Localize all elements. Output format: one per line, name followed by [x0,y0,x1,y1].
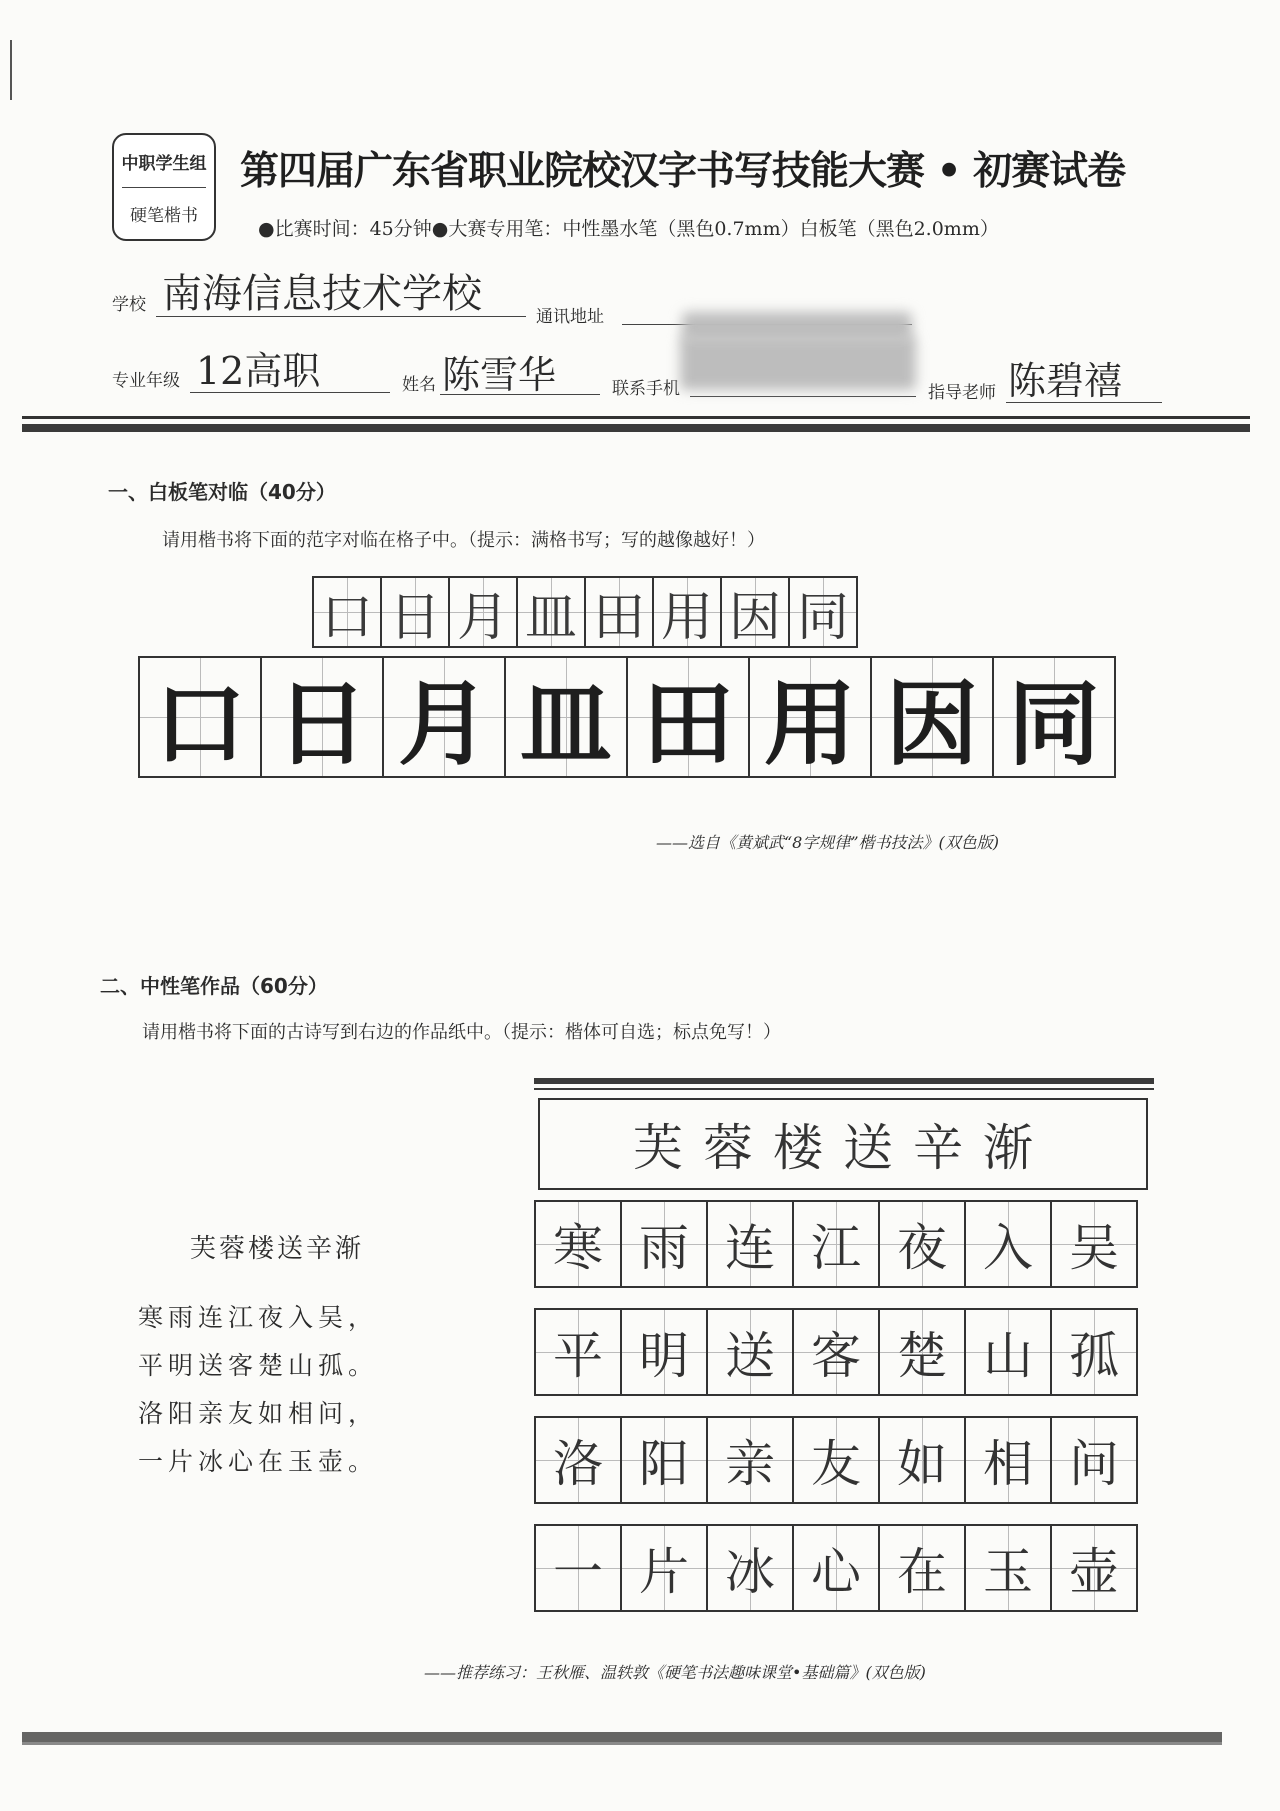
grid-character: 片 [639,1543,689,1601]
grid-cell [792,1416,880,1504]
grid-cell [382,656,506,778]
grid-cell [534,1200,622,1288]
grid-cell [380,576,450,648]
grid-character: 月 [397,671,490,778]
grid-cell [1050,1308,1138,1396]
major-underline [190,392,390,393]
group-badge [112,133,216,241]
poem-line: 一片冰心在玉壶。 [138,1447,379,1476]
grid-character: 相 [983,1435,1033,1493]
poem-line: 寒雨连江夜入吴， [138,1303,379,1332]
grid-character: 用 [763,671,856,778]
major-label: 专业年级 [112,371,180,391]
grid-cell [720,576,790,648]
grid-character: 吴 [1069,1219,1119,1277]
grid-character: 玉 [983,1543,1033,1601]
grid-cell [534,1308,622,1396]
grid-cell [964,1524,1052,1612]
grid-cell [748,656,872,778]
grid-character: 问 [1069,1435,1119,1493]
header-separator-thick [22,424,1250,432]
grid-character: 壶 [1069,1543,1119,1601]
grid-character: 友 [811,1435,861,1493]
work-paper-top-bar [534,1078,1154,1084]
work-paper-grid [534,1200,1138,1632]
name-underline [440,394,600,395]
grid-cell [878,1308,966,1396]
grid-cell [620,1308,708,1396]
grid-cell [620,1200,708,1288]
grid-character: 日 [388,587,441,648]
grid-cell [620,1524,708,1612]
name-label: 姓名 [402,375,436,395]
grid-character: 入 [983,1219,1033,1277]
model-character-grid [312,576,858,648]
grid-cell [584,576,654,648]
work-paper-title: 芙蓉楼送辛渐 [538,1098,1148,1190]
work-row [534,1200,1138,1288]
grid-cell [706,1200,794,1288]
name-value: 陈雪华 [442,353,557,397]
grid-cell [312,576,382,648]
grid-cell [964,1200,1052,1288]
grid-cell [792,1200,880,1288]
grid-character: 田 [592,587,645,648]
grid-cell [706,1524,794,1612]
phone-underline [690,396,916,397]
grid-cell [534,1524,622,1612]
bottom-border-bar [22,1732,1222,1742]
grid-character: 阳 [639,1435,689,1493]
teacher-value: 陈碧禧 [1008,359,1123,403]
grid-character: 送 [725,1327,775,1385]
grid-cell [1050,1200,1138,1288]
grid-character: 寒 [553,1219,603,1277]
grid-character: 夜 [897,1219,947,1277]
major-value: 12高职 [196,349,321,393]
grid-character: 江 [811,1219,861,1277]
bottom-border-rule [22,1742,1222,1745]
grid-cell [964,1308,1052,1396]
grid-cell [620,1416,708,1504]
badge-category-label: 硬笔楷书 [130,205,198,226]
section1-source: ——选自《黄斌武“8字规律”楷书技法》(双色版) [656,833,1000,852]
redacted-phone [680,336,916,390]
grid-character: 日 [275,671,368,778]
grid-character: 皿 [524,587,577,648]
exam-title: 第四届广东省职业院校汉字书写技能大赛 • 初赛试卷 [240,149,1126,194]
grid-character: 用 [660,587,713,648]
badge-divider [122,187,206,188]
grid-character: 洛 [553,1435,603,1493]
work-paper-top-rule [534,1088,1154,1090]
grid-cell [878,1200,966,1288]
badge-group-label: 中职学生组 [121,153,207,174]
address-label: 通讯地址 [536,307,604,327]
grid-character: 同 [796,587,849,648]
work-row [534,1416,1138,1504]
grid-character: 连 [725,1219,775,1277]
scan-edge-mark [10,40,12,100]
work-row [534,1524,1138,1612]
teacher-label: 指导老师 [928,383,996,403]
grid-cell [878,1416,966,1504]
school-label: 学校 [112,295,146,315]
grid-character: 皿 [519,671,612,778]
practice-character-grid [138,656,1116,778]
grid-character: 客 [811,1327,861,1385]
grid-cell [534,1416,622,1504]
grid-character: 如 [897,1435,947,1493]
grid-character: 孤 [1069,1327,1119,1385]
grid-cell [1050,1524,1138,1612]
grid-cell [516,576,586,648]
section1-title: 一、白板笔对临（40分） [108,480,336,504]
grid-character: 明 [639,1327,689,1385]
poem-line: 洛阳亲友如相问， [138,1399,379,1428]
phone-label: 联系手机 [612,379,680,399]
teacher-underline [1006,402,1162,403]
grid-cell [788,576,858,648]
grid-character: 一 [553,1543,603,1601]
grid-character: 在 [897,1543,947,1601]
grid-cell [706,1308,794,1396]
school-value: 南海信息技术学校 [162,271,482,317]
grid-character: 冰 [725,1543,775,1601]
grid-cell [504,656,628,778]
grid-cell [878,1524,966,1612]
grid-character: 田 [641,671,734,778]
grid-character: 因 [885,671,978,778]
section2-source: ——推荐练习：王秋雁、温轶敦《硬笔书法趣味课堂•基础篇》(双色版) [424,1663,926,1682]
grid-cell [138,656,262,778]
grid-character: 亲 [725,1435,775,1493]
grid-cell [260,656,384,778]
grid-cell [792,1524,880,1612]
grid-character: 雨 [639,1219,689,1277]
grid-character: 心 [811,1543,861,1601]
header-separator-thin [22,416,1250,419]
grid-character: 因 [728,587,781,648]
section1-instruction: 请用楷书将下面的范字对临在格子中。（提示：满格书写；写的越像越好！） [162,530,765,551]
poem-title: 芙蓉楼送辛渐 [190,1234,365,1264]
section2-instruction: 请用楷书将下面的古诗写到右边的作品纸中。（提示：楷体可自选；标点免写！） [142,1022,781,1043]
section2-title: 二、中性笔作品（60分） [100,974,328,998]
work-row [534,1308,1138,1396]
grid-cell [992,656,1116,778]
grid-character: 月 [456,587,509,648]
grid-character: 楚 [897,1327,947,1385]
grid-character: 平 [553,1327,603,1385]
grid-character: 同 [1007,671,1100,778]
grid-cell [448,576,518,648]
exam-subtitle: ●比赛时间：45分钟●大赛专用笔：中性墨水笔（黑色0.7mm）白板笔（黑色2.0mm） [258,218,999,240]
grid-cell [626,656,750,778]
grid-cell [1050,1416,1138,1504]
grid-character: 口 [320,587,373,648]
poem-line: 平明送客楚山孤。 [138,1351,379,1380]
grid-cell [792,1308,880,1396]
grid-character: 口 [153,671,246,778]
grid-cell [964,1416,1052,1504]
grid-character: 山 [983,1327,1033,1385]
grid-cell [706,1416,794,1504]
grid-cell [652,576,722,648]
grid-cell [870,656,994,778]
school-underline [156,316,526,317]
